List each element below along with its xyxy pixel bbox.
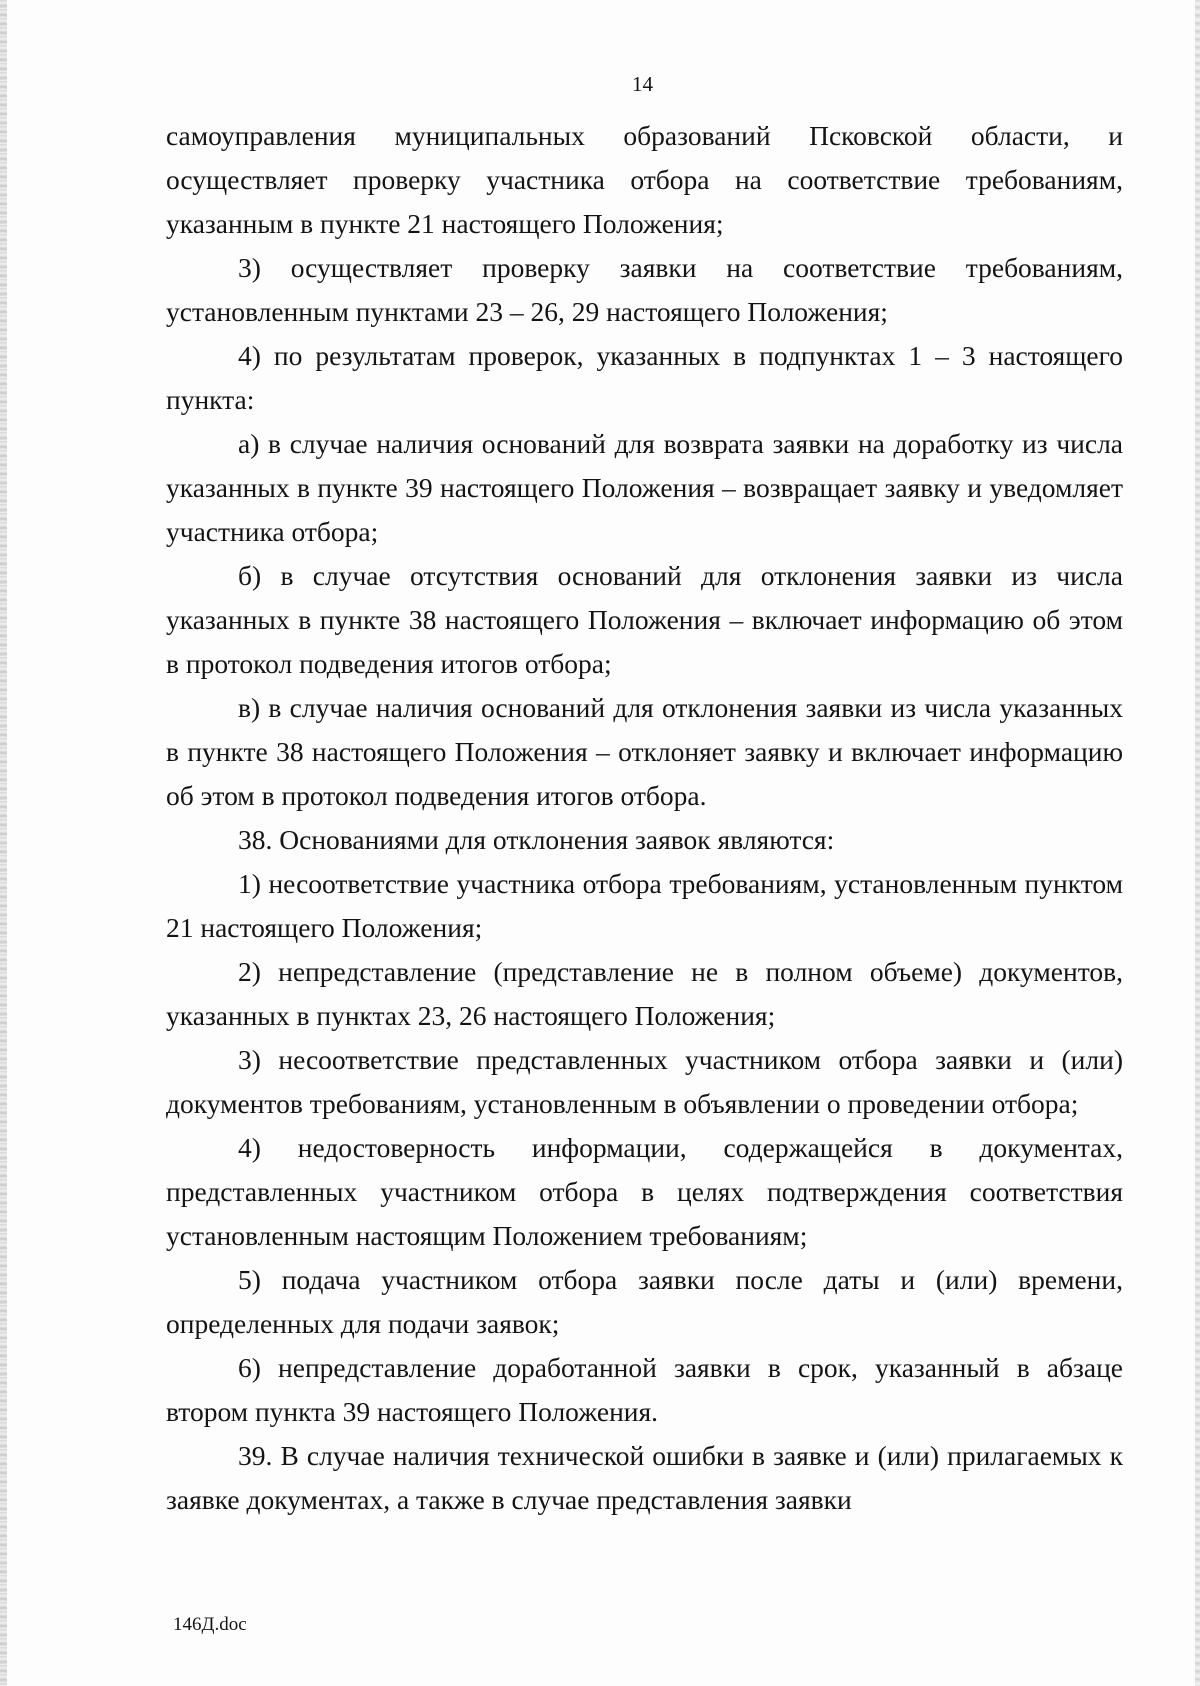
body-text <box>166 114 1123 1522</box>
scan-edge-right <box>1195 0 1200 1686</box>
file-name-footer: 146Д.doc <box>173 1614 247 1635</box>
paragraph: 3) осуществляет проверку заявки на соответствие требованиям, установленным пунктами 23 – 26, 29 настоящего Положения; <box>166 252 1123 327</box>
paragraph: 5) подача участником отбора заявки после даты и (или) времени, определенных для подачи заявок; <box>166 1264 1123 1339</box>
paragraph: 2) непредставление (представление не в полном объеме) документов, указанных в пунктах 23, 26 настоящего Положения; <box>166 956 1123 1031</box>
page-number: 14 <box>632 72 653 96</box>
paragraph: 4) недостоверность информации, содержащейся в документах, представленных участником отбора в целях подтверждения соответствия установленным настоящим Положением требованиям; <box>166 1132 1123 1251</box>
paragraph: 4) по результатам проверок, указанных в подпунктах 1 – 3 настоящего пункта: <box>166 340 1123 415</box>
paragraph: 38. Основаниями для отклонения заявок являются: <box>238 824 835 855</box>
paragraph: 39. В случае наличия технической ошибки в заявке и (или) прилагаемых к заявке документах, а также в случае представления заявки <box>166 1440 1123 1515</box>
paragraph: в) в случае наличия оснований для отклонения заявки из числа указанных в пункте 38 настоящего Положения – отклоняет заявку и включает информацию об этом в протокол подведения итогов отбора. <box>166 692 1123 811</box>
paragraph: б) в случае отсутствия оснований для отклонения заявки из числа указанных в пункте 38 настоящего Положения – включает информацию об этом в протокол подведения итогов отбора; <box>166 560 1123 679</box>
paragraph: 1) несоответствие участника отбора требованиям, установленным пунктом 21 настоящего Положения; <box>166 868 1123 943</box>
scan-edge-left <box>0 0 7 1686</box>
paragraph: 3) несоответствие представленных участником отбора заявки и (или) документов требованиям, установленным в объявлении о проведении отбора; <box>166 1044 1123 1119</box>
paragraph: самоуправления муниципальных образований Псковской области, и осуществляет проверку участника отбора на соответствие требованиям, указанным в пункте 21 настоящего Положения; <box>166 120 1123 239</box>
paragraph: 6) непредставление доработанной заявки в срок, указанный в абзаце втором пункта 39 настоящего Положения. <box>166 1352 1123 1427</box>
paragraph: а) в случае наличия оснований для возврата заявки на доработку из числа указанных в пункте 39 настоящего Положения – возвращает заявку и уведомляет участника отбора; <box>166 428 1123 547</box>
